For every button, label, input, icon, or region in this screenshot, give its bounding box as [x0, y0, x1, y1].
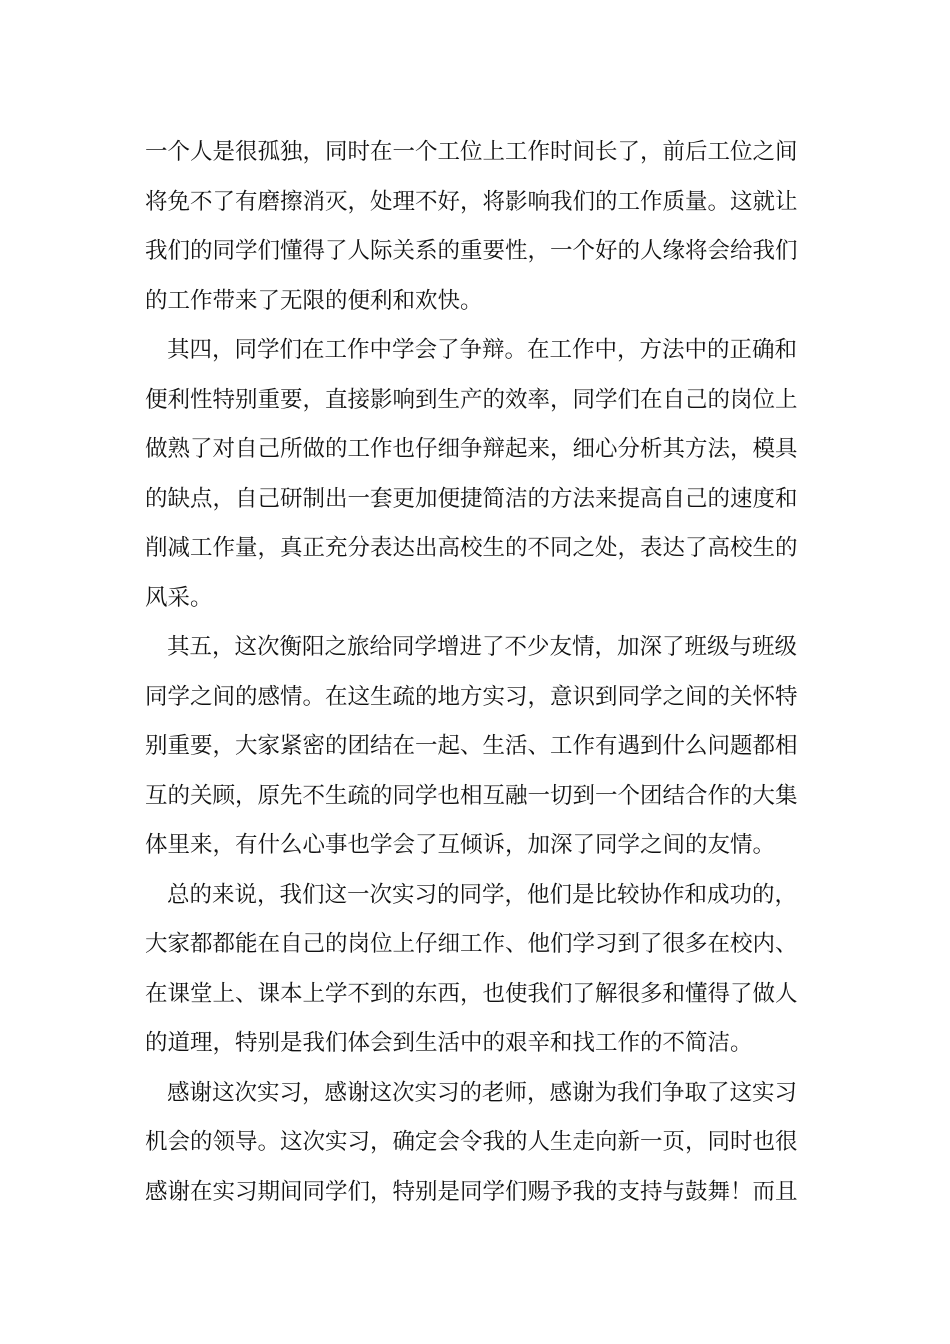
text-line: 的道理，特别是我们体会到生活中的艰辛和找工作的不简洁。	[145, 1030, 753, 1056]
text-line: 的工作带来了无限的便利和欢快。	[145, 287, 483, 314]
paragraph-first-line: 感谢这次实习，感谢这次实习的老师，感谢为我们争取了这实习	[167, 1079, 798, 1106]
text-line: 机会的领导。这次实习，确定会令我的人生走向新一页，同时也很	[145, 1129, 798, 1155]
text-line: 我们的同学们懂得了人际关系的重要性，一个好的人缘将会给我们	[145, 238, 798, 264]
text-line: 将免不了有磨擦消灭，处理不好，将影响我们的工作质量。这就让	[145, 188, 798, 215]
text-line: 做熟了对自己所做的工作也仔细争辩起来，细心分析其方法，模具	[145, 436, 798, 462]
text-line: 互的关顾，原先不生疏的同学也相互融一切到一个团结合作的大集	[145, 782, 798, 809]
text-line: 便利性特别重要，直接影响到生产的效率，同学们在自己的岗位上	[145, 386, 798, 413]
text-line: 体里来，有什么心事也学会了互倾诉，加深了同学之间的友情。	[145, 832, 776, 858]
paragraph-first-line: 其四，同学们在工作中学会了争辩。在工作中，方法中的正确和	[167, 337, 798, 363]
text-line: 同学之间的感情。在这生疏的地方实习，意识到同学之间的关怀特	[145, 683, 798, 710]
paragraph-first-line: 其五，这次衡阳之旅给同学增进了不少友情，加深了班级与班级	[167, 634, 798, 660]
text-line: 的缺点，自己研制出一套更加便捷简洁的方法来提高自己的速度和	[145, 485, 798, 512]
paragraph-first-line: 总的来说，我们这一次实习的同学，他们是比较协作和成功的，	[167, 881, 798, 908]
text-line: 削减工作量，真正充分表达出高校生的不同之处，表达了高校生的	[145, 535, 798, 561]
text-line: 在课堂上、课本上学不到的东西，也使我们了解很多和懂得了做人	[145, 980, 798, 1007]
text-line: 风采。	[145, 584, 213, 611]
text-line: 别重要，大家紧密的团结在一起、生活、工作有遇到什么问题都相	[145, 733, 798, 759]
document-body	[145, 128, 810, 1217]
text-line: 感谢在实习期间同学们，特别是同学们赐予我的支持与鼓舞！而且	[145, 1178, 798, 1205]
text-line: 大家都都能在自己的岗位上仔细工作、他们学习到了很多在校内、	[145, 931, 798, 957]
text-line: 一个人是很孤独，同时在一个工位上工作时间长了，前后工位之间	[145, 139, 798, 165]
